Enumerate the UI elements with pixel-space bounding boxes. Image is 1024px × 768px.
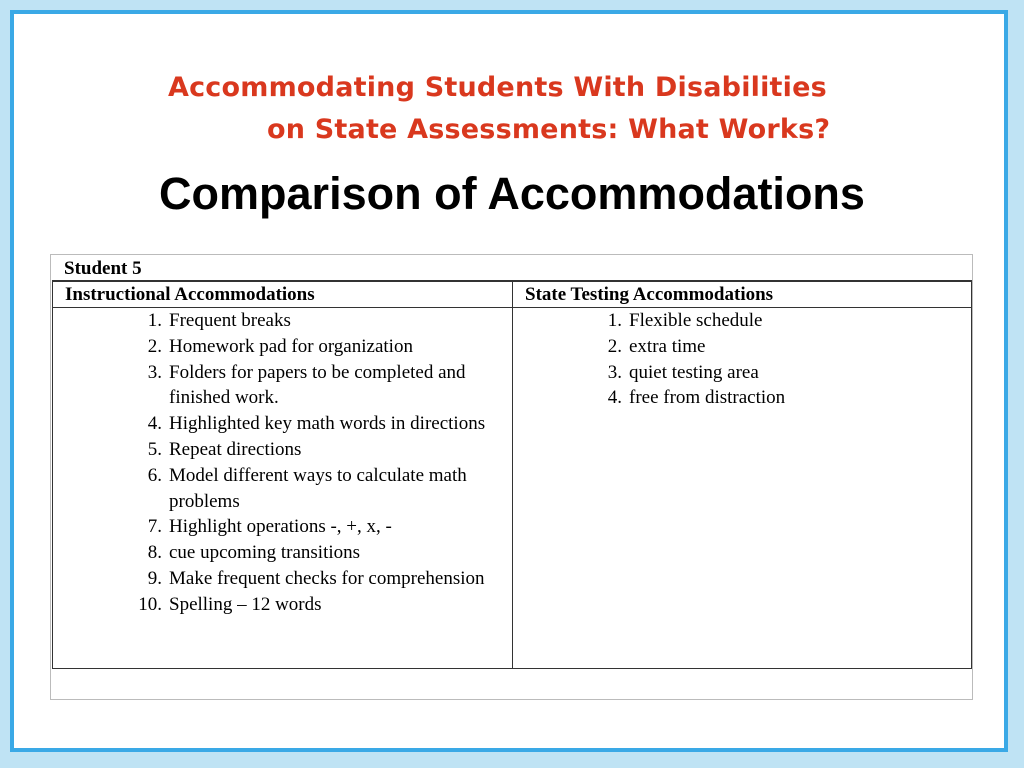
item-number: 4. bbox=[147, 413, 162, 435]
item-text: Flexible schedule bbox=[629, 310, 763, 331]
instructional-list bbox=[53, 308, 512, 669]
item-text: Spelling – 12 words bbox=[169, 593, 322, 615]
accommodations-table bbox=[50, 254, 973, 700]
list-item bbox=[53, 566, 512, 592]
item-text: Frequent breaks bbox=[169, 310, 291, 331]
item-number: 7. bbox=[147, 516, 162, 538]
item-text: Homework pad for organization bbox=[169, 335, 413, 357]
item-text: Folders for papers to be completed and finished work. bbox=[169, 361, 466, 409]
item-text: Model different ways to calculate math problems bbox=[169, 464, 467, 512]
item-text: Repeat directions bbox=[169, 438, 302, 460]
item-text: Highlighted key math words in directions bbox=[169, 413, 486, 435]
slide-title: Comparison of Accommodations bbox=[159, 168, 865, 219]
list-item bbox=[53, 540, 512, 566]
item-text: Make frequent checks for comprehension bbox=[169, 567, 485, 589]
list-item bbox=[513, 360, 971, 386]
list-item bbox=[513, 334, 971, 360]
instructional-header: Instructional Accommodations bbox=[53, 282, 512, 308]
list-item bbox=[53, 514, 512, 540]
item-number: 3. bbox=[147, 361, 162, 383]
item-text: cue upcoming transitions bbox=[169, 542, 361, 564]
list-item bbox=[53, 592, 512, 618]
item-number: 2. bbox=[147, 335, 162, 357]
list-item bbox=[513, 385, 971, 411]
list-item bbox=[513, 308, 971, 334]
state-testing-list bbox=[513, 308, 971, 669]
item-number: 9. bbox=[147, 567, 162, 589]
list-item bbox=[53, 360, 512, 412]
item-text: quiet testing area bbox=[629, 361, 759, 383]
item-text: free from distraction bbox=[629, 387, 786, 409]
list-item bbox=[53, 308, 512, 334]
item-number: 3. bbox=[607, 361, 622, 383]
item-number: 1. bbox=[147, 310, 162, 331]
instructional-column bbox=[53, 282, 512, 669]
item-text: Highlight operations -, +, x, - bbox=[169, 516, 392, 538]
item-number: 6. bbox=[147, 464, 162, 486]
header-line-1: Accommodating Students With Disabilities bbox=[168, 72, 827, 103]
item-number: 8. bbox=[147, 542, 162, 564]
list-item bbox=[53, 463, 512, 515]
item-text: extra time bbox=[629, 335, 706, 357]
item-number: 2. bbox=[607, 335, 622, 357]
list-item bbox=[53, 437, 512, 463]
state-testing-header: State Testing Accommodations bbox=[513, 282, 971, 308]
student-label: Student 5 bbox=[52, 255, 972, 282]
state-testing-column bbox=[512, 282, 971, 669]
item-number: 5. bbox=[147, 438, 162, 460]
item-number: 4. bbox=[607, 387, 622, 409]
list-item bbox=[53, 334, 512, 360]
item-number: 10. bbox=[138, 593, 162, 615]
list-item bbox=[53, 411, 512, 437]
header-line-2: on State Assessments: What Works? bbox=[267, 114, 831, 145]
item-number: 1. bbox=[607, 310, 622, 331]
